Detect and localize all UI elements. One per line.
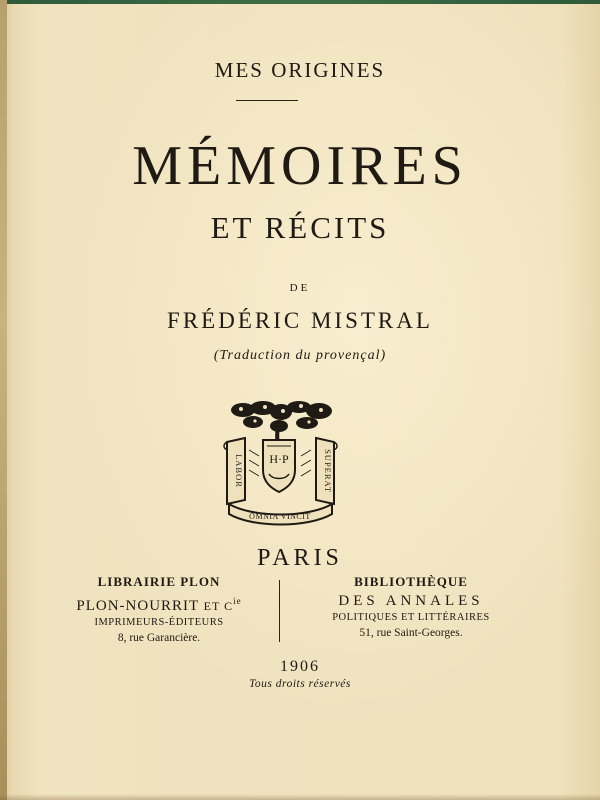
book-title: MÉMOIRES: [132, 135, 468, 197]
printer-mark-monogram: H·P: [269, 452, 289, 466]
publisher-left-name: [34, 592, 284, 616]
publisher-right-heading: BIBLIOTHÈQUE: [354, 574, 468, 589]
publication-city: PARIS: [257, 545, 343, 571]
series-title: MES ORIGINES: [214, 58, 386, 82]
publisher-left-company-suffix: ET C: [203, 599, 234, 613]
title-rule: [236, 100, 298, 101]
bottom-edge: [0, 794, 600, 800]
top-edge: [0, 0, 600, 4]
publisher-right-role: POLITIQUES ET LITTÉRAIRES: [332, 612, 490, 623]
rights-notice: Tous droits réservés: [249, 678, 351, 690]
publisher-left: [34, 574, 284, 646]
book-subtitle: ET RÉCITS: [210, 210, 390, 245]
publisher-right-address: 51, rue Saint-Georges.: [359, 627, 463, 639]
printer-mark-left-motto: LABOR: [234, 454, 244, 488]
author-name: FRÉDÉRIC MISTRAL: [167, 308, 433, 333]
publisher-right-name: DES ANNALES: [338, 593, 484, 609]
publisher-right: [286, 574, 536, 641]
printer-device-icon: [223, 400, 338, 528]
by-line: DE: [289, 282, 311, 294]
publisher-left-heading: LIBRAIRIE PLON: [97, 574, 221, 589]
publisher-left-company-sup: ie: [233, 596, 242, 606]
publisher-left-company: PLON-NOURRIT: [76, 598, 199, 614]
printer-mark-right-motto: SUPERAT: [323, 449, 333, 493]
publication-year: 1906: [280, 658, 320, 675]
publisher-divider: [279, 580, 280, 642]
printer-mark-bottom-motto: OMNIA VINCIT: [249, 512, 311, 521]
translation-note: (Traduction du provençal): [213, 348, 387, 363]
publisher-left-role: IMPRIMEURS-ÉDITEURS: [94, 617, 224, 628]
publisher-left-address: 8, rue Garancière.: [117, 632, 201, 644]
